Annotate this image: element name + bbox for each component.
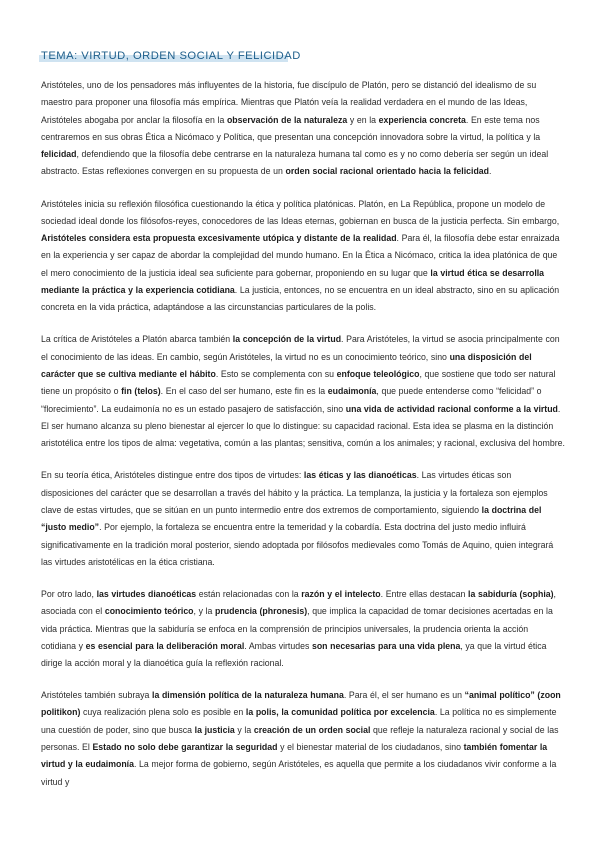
bold-text: una disposición del carácter que se cultiva mediante el hábito — [41, 351, 532, 380]
text-run: . La justicia, entonces, no se encuentra en un ideal abstracto, sino en su aplicación concreta en la vida práctica, adaptándose a las circunstancias particulares de la polis. — [41, 285, 560, 313]
page-title — [41, 48, 565, 64]
text-run: y la — [234, 724, 254, 735]
paragraph — [41, 687, 565, 791]
text-run: , asociada con el — [41, 588, 556, 617]
text-run: , que implica la capacidad de tomar decisiones acertadas en la vida práctica. Mientras que la sabiduría se enfoca en la comprensión de principios universales, la prudencia orienta la acción cotidiana y — [41, 606, 553, 651]
bold-text: felicidad — [41, 149, 77, 160]
text-run: Por otro lado, — [41, 588, 97, 599]
text-run: . La mejor forma de gobierno, según Aristóteles, es aquella que permite a los ciudadanos vivir conforme a la virtud y — [41, 759, 557, 787]
text-run: . Para Aristóteles, la virtud se asocia principalmente con el conocimiento de las ideas. En cambio, según Aristóteles, la virtud no es un conocimiento teórico, sino — [41, 334, 560, 362]
bold-text: Aristóteles considera esta propuesta excesivamente utópica y distante de la realidad — [41, 233, 397, 244]
text-run: . En el caso del ser humano, este fin es la — [160, 386, 328, 397]
text-run: Aristóteles inicia su reflexión filosófica cuestionando la ética y política platónicas. Platón, en La República, propone un modelo de sociedad ideal donde los filósofos-reyes, conocedores de las Ideas eternas, gobiernan en busca de la justicia perfecta. Sin embargo, — [41, 198, 560, 226]
text-run: . Ambas virtudes — [244, 640, 312, 651]
bold-text: enfoque teleológico — [336, 369, 420, 380]
document-page — [41, 48, 565, 806]
text-run: , defendiendo que la filosofía debe centrarse en la naturaleza humana tal como es y no como debería ser según un ideal abstracto. Estas reflexiones convergen en su propuesta de un — [41, 149, 549, 177]
bold-text: creación de un orden social — [253, 724, 371, 735]
bold-text: “animal político” (zoon politikon) — [41, 690, 561, 718]
bold-text: razón y el intelecto — [301, 588, 381, 599]
text-run: Aristóteles, uno de los pensadores más influyentes de la historia, fue discípulo de Platón, pero se distanció del idealismo de su maestro para proponer una filosofía más empírica. Mientras que Platón veía la realidad verdadera en el mundo de las Ideas, Aristóteles abogaba por anclar la filosofía en la — [41, 80, 537, 125]
bold-text: las éticas y las dianoéticas — [303, 470, 417, 481]
title-text: TEMA: VIRTUD, ORDEN SOCIAL Y FELICIDAD — [41, 50, 301, 62]
text-run: , que puede entenderse como “felicidad” o “florecimiento”. La eudaimonía no es un estado pasajero de satisfacción, sino — [41, 386, 542, 414]
bold-text: experiencia concreta — [378, 114, 466, 125]
bold-text: también fomentar la virtud y la eudaimonía — [41, 742, 548, 770]
text-run: cuya realización plena solo es posible en — [80, 707, 246, 718]
text-run: están relacionadas con la — [196, 588, 302, 599]
text-run: . Por ejemplo, la fortaleza se encuentra entre la temeridad y la cobardía. Esta doctrina del justo medio influirá significativamente en la tradición moral posterior, siendo adoptada por filósofos medievales como Tomás de Aquino, quien integrará las virtudes aristotélicas en la ética cristiana. — [41, 522, 554, 567]
text-run: . Para él, la filosofía debe estar enraizada en la experiencia y ser capaz de abordar la complejidad del mundo humano. En la Ética a Nicómaco, critica la idea platónica de que el mero conocimiento de la justicia ideal sea suficiente para gobernar, proponiendo en su lugar que — [41, 233, 560, 278]
text-run: . El ser humano alcanza su pleno bienestar al ejercer lo que lo distingue: su capacidad racional. Esta idea se plasma en la distinción aristotélica entre los tipos de alma: vegetativa, común a las plantas; sensitiva, común a los animales; y racional, exclusiva del hombre. — [41, 403, 565, 449]
bold-text: la polis, la comunidad política por excelencia — [245, 707, 435, 718]
text-run: Aristóteles también subraya — [41, 690, 153, 701]
paragraph — [41, 331, 565, 452]
text-run: , y la — [193, 606, 216, 617]
text-run: La crítica de Aristóteles a Platón abarca también — [41, 334, 233, 345]
bold-text: observación de la naturaleza — [226, 114, 348, 125]
bold-text: la doctrina del “justo medio” — [41, 504, 542, 533]
text-run: que refleje la naturaleza racional y social de las personas. El — [41, 724, 559, 753]
bold-text: es esencial para la deliberación moral — [85, 640, 245, 651]
paragraph — [41, 467, 565, 571]
bold-text: eudaimonía — [327, 386, 377, 397]
text-run: y en la — [347, 114, 379, 125]
text-run: . — [489, 166, 492, 177]
text-run: . Las virtudes éticas son disposiciones del carácter que se desarrollan a través del hábito y la práctica. La templanza, la justicia y la fortaleza son ejemplos clave de estas virtudes, que se sitúan en un punto intermedio entre dos extremos de comportamiento, siguiendo — [41, 470, 548, 515]
text-run: En su teoría ética, Aristóteles distingue entre dos tipos de virtudes: — [41, 470, 304, 481]
text-run: . La política no es simplemente una cuestión de poder, sino que busca — [41, 707, 557, 735]
text-run: . Esto se complementa con su — [215, 369, 337, 380]
bold-text: la dimensión política de la naturaleza humana — [152, 690, 344, 701]
bold-text: conocimiento teórico — [104, 606, 194, 617]
bold-text: orden social racional orientado hacia la felicidad — [285, 166, 490, 177]
bold-text: Estado no solo debe garantizar la seguridad — [92, 742, 278, 753]
text-run: . Para él, el ser humano es un — [343, 690, 465, 701]
text-run: y el bienestar material de los ciudadanos, sino — [277, 742, 464, 753]
bold-text: las virtudes dianoéticas — [96, 588, 197, 599]
bold-text: la virtud ética se desarrolla mediante la práctica y la experiencia cotidiana — [41, 267, 545, 296]
text-run: . En este tema nos centraremos en sus obras Ética a Nicómaco y Política, que presentan una concepción innovadora sobre la virtud, la política y la — [41, 114, 541, 142]
bold-text: fin (telos) — [121, 386, 161, 397]
bold-text: son necesarias para una vida plena — [311, 640, 461, 651]
paragraph — [41, 77, 565, 181]
paragraph — [41, 196, 565, 317]
bold-text: una vida de actividad racional conforme a la virtud — [345, 403, 558, 414]
bold-text: prudencia (phronesis) — [215, 606, 308, 617]
text-run: , ya que la virtud ética dirige la acción moral y la dianoética guía la reflexión racional. — [41, 640, 547, 669]
text-run: . Entre ellas destacan — [380, 588, 469, 599]
paragraph — [41, 586, 565, 672]
body-text — [41, 77, 565, 791]
bold-text: la sabiduría (sophia) — [468, 588, 554, 599]
bold-text: la justicia — [194, 724, 235, 735]
bold-text: la concepción de la virtud — [232, 334, 342, 345]
text-run: , que sostiene que todo ser natural tiene un propósito o — [41, 369, 556, 397]
